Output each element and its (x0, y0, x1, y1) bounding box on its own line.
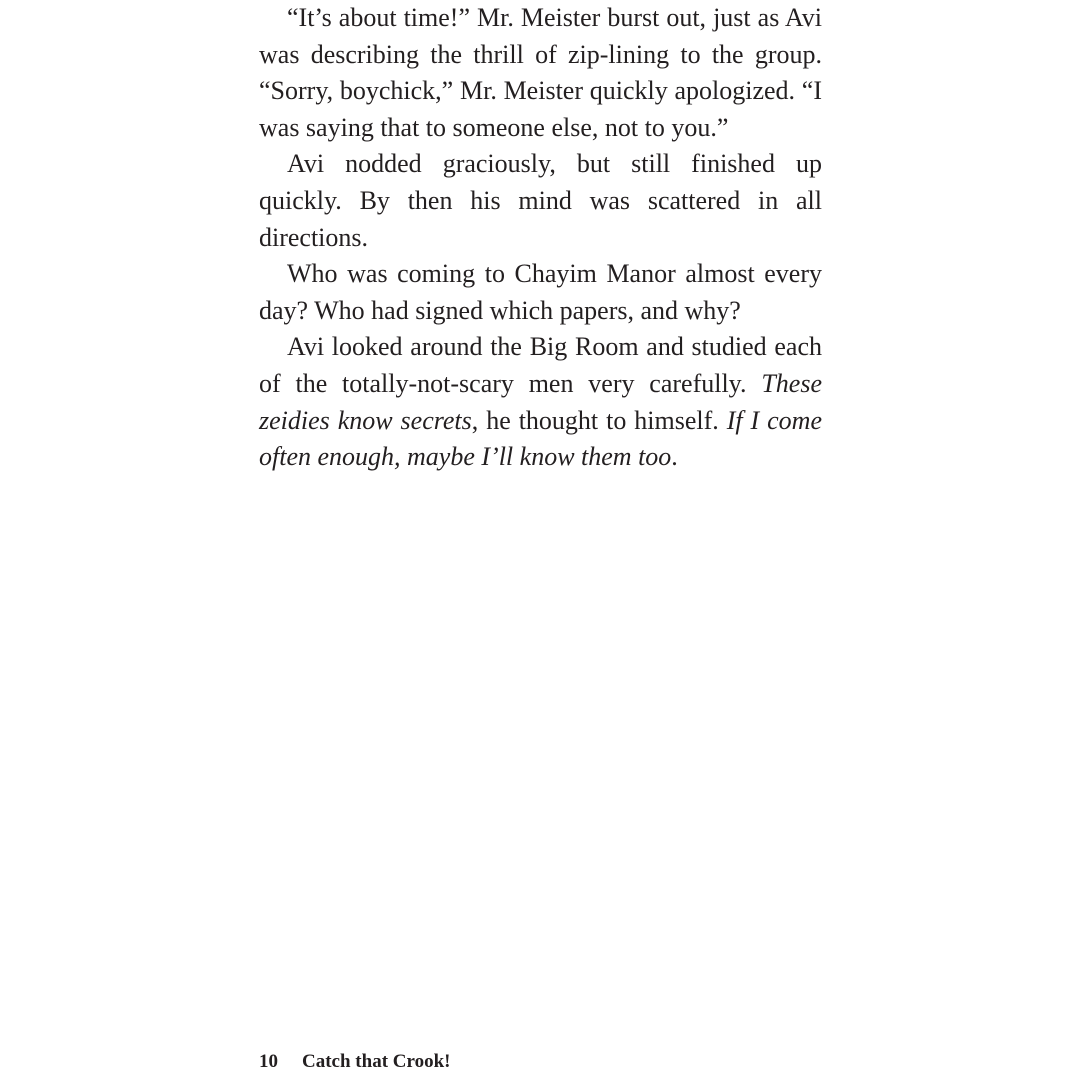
paragraph-4-text-c: . (671, 442, 678, 472)
paragraph-4-italic-thought-1: These zeidies know secrets (259, 368, 822, 435)
paragraph-3 (259, 256, 822, 329)
paragraph-4 (259, 329, 822, 475)
paragraph-4-text-a: Avi looked around the Big Room and studied each of the totally-not-scary men very carefully. (259, 332, 822, 398)
running-footer (259, 1048, 450, 1076)
book-title: Catch that Crook! (302, 1051, 451, 1072)
paragraph-4-text-b: , he thought to himself. (471, 405, 727, 435)
paragraph-1-text: “It’s about time!” Mr. Meister burst out, just as Avi was describing the thrill of zip-lining to the group. “Sorry, boychick,” Mr. Meister quickly apologized. “I was saying that to someone else, not to you.” (259, 3, 822, 142)
paragraph-2-text: Avi nodded graciously, but still finished up quickly. By then his mind was scattered in all directions. (259, 149, 822, 252)
body-text (259, 0, 822, 476)
paragraph-3-text: Who was coming to Chayim Manor almost every day? Who had signed which papers, and why? (259, 259, 822, 325)
paragraph-4-italic-thought-2: If I come often enough, maybe I’ll know them too (259, 405, 822, 472)
paragraph-2 (259, 146, 822, 256)
paragraph-1 (259, 0, 822, 146)
page-number: 10 (259, 1051, 278, 1072)
